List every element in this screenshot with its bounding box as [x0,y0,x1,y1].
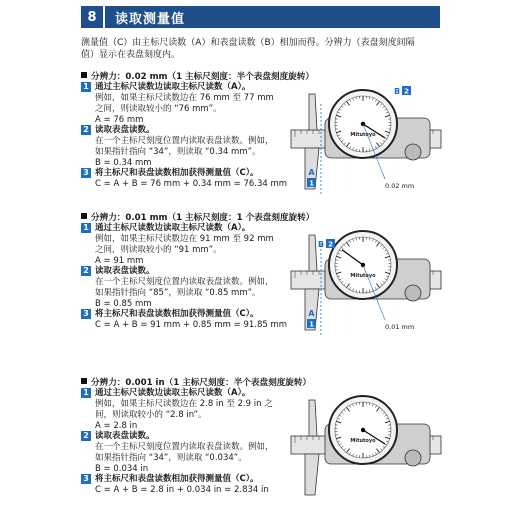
step-body-line: C = A + B = 76 mm + 0.34 mm = 76.34 mm [95,179,288,189]
needle-hub [361,428,365,432]
step-heading-text: 将主标尺和表盘读数相加获得测量值（C）。 [95,474,259,484]
resolution-heading-text: 分辨力：0.001 in（1 主标尺刻度：半个表盘刻度旋转） [91,378,312,388]
label-a-number: 1 [309,179,314,188]
step-number-badge: 1 [81,82,91,92]
label-b-letter: B [317,240,325,249]
step-heading [81,431,301,442]
label-b-number: 2 [328,240,333,249]
dial-caliper-figure [285,390,445,510]
step-block [81,125,301,169]
step-body [81,136,301,169]
step-number-badge: 1 [81,388,91,398]
step-body-line: 之间，则读取较小的 “91 mm”。 [95,245,222,255]
label-a-letter: A [308,309,315,318]
step-heading-text: 读取表盘读数。 [95,266,155,276]
label-b-number: 2 [404,87,409,96]
inside-jaw [309,235,317,271]
caliper-illustration [285,225,445,345]
step-body-line: 例如，如果主标尺读数边在 2.8 in 至 2.9 in 之 [95,399,273,409]
label-a-number: 1 [309,320,314,329]
step-body [81,399,301,432]
step-block [81,223,301,267]
step-number-badge: 3 [81,168,91,178]
dial-caliper-figure [285,84,445,204]
step-body [81,485,301,496]
step-body-line: A = 76 mm [95,115,144,125]
thumb-roller [405,450,421,466]
resolution-heading-text: 分辨力：0.01 mm（1 主标尺刻度：1 个表盘刻度旋转） [91,213,315,223]
step-heading [81,474,301,485]
step-heading [81,82,301,93]
step-body-line: 如果指针指向 “85”，则读取 “0.85 mm”。 [95,288,261,298]
step-block [81,474,301,496]
label-b-letter: B [393,87,401,96]
step-body-line: 间，则读取较小的 “2.8 in”。 [95,410,207,420]
brand-logo-text: Mitutoyo [350,273,376,279]
dial-caliper-figure [285,225,445,345]
section-header [81,6,440,28]
step-heading-text: 读取表盘读数。 [95,125,155,135]
inside-jaw [309,400,317,436]
caliper-illustration [285,390,445,510]
thumb-roller [405,144,421,160]
step-block [81,388,301,432]
step-body-line: 例如，如果主标尺读数边在 91 mm 至 92 mm [95,234,274,244]
step-heading [81,223,301,234]
resolution-heading-text: 分辨力：0.02 mm（1 主标尺刻度：半个表盘刻度旋转） [91,72,314,82]
resolution-heading [81,211,314,223]
label-a-letter: A [308,168,315,177]
step-number-badge: 3 [81,474,91,484]
step-body-line: B = 0.85 mm [95,299,152,309]
step-heading-text: 将主标尺和表盘读数相加获得测量值（C）。 [95,168,259,178]
step-number-badge: 2 [81,125,91,135]
step-number-badge: 3 [81,309,91,319]
section-number: 8 [81,6,105,28]
step-block [81,309,301,331]
step-number-badge: 1 [81,223,91,233]
step-heading-text: 通过主标尺读数边读取主标尺读数（A）。 [95,223,251,233]
square-bullet-icon [81,378,87,384]
step-body-line: 如果指针指向 “34”，则读取 “0.034”。 [95,453,247,463]
step-heading [81,125,301,136]
caliper-illustration [285,84,445,204]
step-body [81,277,301,310]
step-heading-text: 通过主标尺读数边读取主标尺读数（A）。 [95,82,251,92]
step-body-line: B = 0.34 mm [95,158,152,168]
step-block [81,82,301,126]
step-body-line: 在一个主标尺刻度位置内读取表盘读数。例如， [95,136,274,146]
step-heading [81,388,301,399]
step-body [81,320,301,331]
step-body-line: B = 0.034 in [95,464,149,474]
step-block [81,168,301,190]
inside-jaw [309,94,317,130]
step-body [81,179,301,190]
thumb-roller [405,285,421,301]
caliper-drawing [291,396,441,495]
step-heading-text: 通过主标尺读数边读取主标尺读数（A）。 [95,388,251,398]
resolution-caption: 0.02 mm [385,182,415,190]
step-heading-text: 将主标尺和表盘读数相加获得测量值（C）。 [95,309,259,319]
step-block [81,431,301,475]
section-title: 读取测量值 [115,11,186,27]
square-bullet-icon [81,213,87,219]
step-body-line: 之间，则读取较小的 “76 mm”。 [95,104,222,114]
step-heading [81,266,301,277]
step-heading-text: 读取表盘读数。 [95,431,155,441]
step-body [81,234,301,267]
intro-paragraph [81,37,441,61]
step-body-line: 在一个主标尺刻度位置内读取表盘读数。例如， [95,442,274,452]
step-body-line: 如果指针指向 “34”，则读取 “0.34 mm”。 [95,147,261,157]
intro-line: 测量值（C）由主标尺读数（A）和表盘读数（B）相加而得。分辨力（表盘刻度间隔 [81,38,415,48]
brand-logo-text: Mitutoyo [350,132,376,138]
step-body-line: C = A + B = 91 mm + 0.85 mm = 91.85 mm [95,320,288,330]
step-body-line: 在一个主标尺刻度位置内读取表盘读数。例如， [95,277,274,287]
resolution-heading [81,70,314,82]
step-body [81,93,301,126]
fixed-jaw [305,454,319,495]
step-body-line: A = 91 mm [95,256,144,266]
step-number-badge: 2 [81,266,91,276]
step-body-line: C = A + B = 2.8 in + 0.034 in = 2.834 in [95,485,269,495]
step-heading [81,168,301,179]
brand-logo-text: Mitutoyo [350,438,376,444]
intro-line: 值）显示在表盘刻度内。 [81,50,181,60]
step-body-line: 例如，如果主标尺读数边在 76 mm 至 77 mm [95,93,274,103]
step-body-line: A = 2.8 in [95,421,138,431]
step-body [81,442,301,475]
step-number-badge: 2 [81,431,91,441]
step-heading [81,309,301,320]
resolution-heading [81,376,311,388]
step-block [81,266,301,310]
resolution-caption: 0.01 mm [385,323,415,331]
square-bullet-icon [81,72,87,78]
